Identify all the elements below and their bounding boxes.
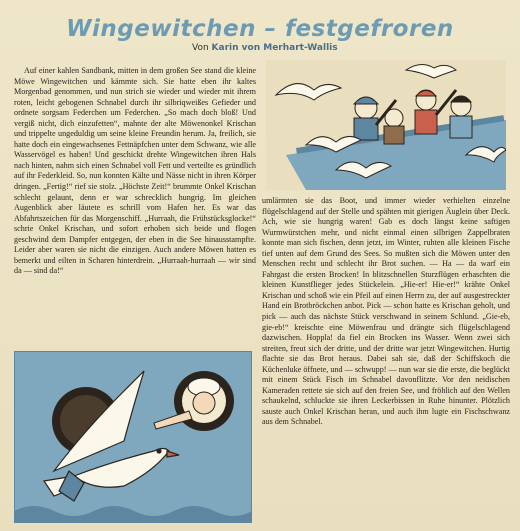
text-column-left	[14, 66, 256, 346]
paragraph-right: umlärmten sie das Boot, und immer wieder verhielten einzelne flügelschlagend auf der Stelle und spähten mit gierigen Äuglein über Deck. Ach, wie sie hungrig waren! Gab es doch längst keine saftigen Wurmwürstchen mehr, und nicht einmal einen silbrigen Zappelbraten konnte man sich fischen, denn jetzt, im Winter, ruhten alle kleinen Fische tief unten auf dem Grund des Sees. So mußten sich die Möwen unter den Menschen recht und schlecht ihr Brot suchen. — Ha — da warf ein Fahrgast die ersten Brocken! In blitzschnellen Sturzflügen erhaschten die kleinen Kunstflieger jedes Stückelein. „Hie-er! Hie-er!“ krähte Onkel Krischan und schoß wie ein Pfeil auf einen Herrn zu, der auf ausgestreckter Hand ein Brotbröckchen anbot. Pick — schon hatte es Krischan geholt, und pick — auch das nächste Stück verschwand in seinem Schlund. „Gie-eb, gie-eb!“ kreischte eine Möwenfrau und drängte sich flügelschlagend dazwischen. Hoppla! da fiel ein Brocken ins Wasser. Wenn zwei sich streiten, freut sich der dritte, und der dritte war jetzt Wingewitchen. Hurtig flachte sie das Brot heraus. Dabei sah sie, daß der Schiffskoch die Küchenluke öffnete, und — schwupp! — nun war sie die erste, die beglückt mit einem Stück Fisch im Schnabel davonflitzte. Vor den neidischen Kameraden rettete sie sich auf den freien See, und fröhlich auf den Wellen schaukelnd, schluckte sie ihren Leckerbissen in Ruhe hinunter. Plötzlich sauste auch Onkel Krischan heran, und auch ihm lugte ein Fischschwanz aus dem Schnabel.	[262, 196, 510, 427]
article-byline	[192, 43, 338, 53]
paragraph-left: Auf einer kahlen Sandbank, mitten in dem großen See stand die kleine Möwe Wingewitchen und kämmte sich. Sie hatte eben ihr kaltes Morgenbad genommen, und nun strich sie wieder und wieder mit ihrem roten, leicht gebogenen Schnabel durch ihr silbriqweißes Gefieder und ordnete sorgsam Federchen um Federchen. „So mach doch bloß! Und vergiß nicht, dich einzufetten“, mahnte der alte Möwenonkel Krischan und trippelte ungeduldig um seine kleine Freundin herum. Ja, freilich, sie hatte doch ein eingewachsenes Fettnäpfchen unter dem Schwanz, wie alle Wasservögel es haben! Und geschickt drehte Wingewitchen ihren Hals nach hinten, nahm sich einen Schnabel voll Fett und verteilte es gründlich auf ihr Federkleid. So, nun konnten Kälte und Nässe nicht in ihren Körper dringen. „Fertig!“ rief sie stolz. „Höchste Zeit!“ brummte Onkel Krischan schlecht gelaunt, denn er war schrecklich hungrig. Im gleichen Augenblick aber läutete es schrill vom Hafen her. Es war das Abfahrtszeichen für das Morgenschiff. „Hurraah, die Frühstücksglocke!“ schrie Onkel Krischan, und sofort erhoben sich beide und flogen geschwind dem Dampfer entgegen, der eben in die See hinausstampfte. Leider aber waren sie nicht die einzigen. Auch andere Möwen hatten es bemerkt und eilten in Scharen hinterdrein. „Hurraah-hurraah — wir sind da — sind da!“	[14, 66, 256, 276]
article-title: Wingewitchen – festgefroren	[66, 16, 454, 42]
illustration-gull-porthole	[14, 351, 252, 523]
author-name: Karin von Merhart-Wallis	[211, 43, 338, 53]
illustration-ship-gulls	[266, 60, 506, 190]
byline-prefix: Von	[192, 43, 209, 53]
text-column-right	[262, 196, 510, 530]
